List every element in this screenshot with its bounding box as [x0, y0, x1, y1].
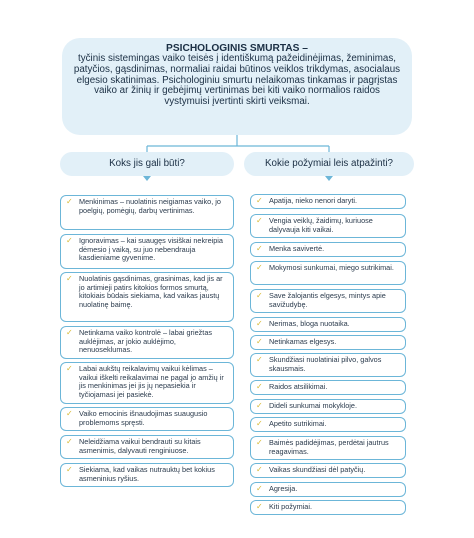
- sign-item: [250, 353, 406, 377]
- form-item-text: Labai aukštų reikalavimų vaikui kėlimas – vaikui iškelti reikalavimai ne pagal jo amžių ir jis menkinimas jei jis jų nepasiekia ir tyčiojamasi jei pasiekė.: [79, 364, 224, 399]
- check-icon: ✓: [66, 197, 73, 206]
- sign-item-text: Skundžiasi nuolatiniai pilvo, galvos skausmais.: [269, 355, 382, 373]
- check-icon: ✓: [66, 409, 73, 418]
- form-item-text: Nuolatinis gąsdinimas, grasinimas, kad jis ar jo artimieji patirs kitokios formos smurtą, kitokiais būdais siekiama, kad vaikas jaustų nuolatinę baimę.: [79, 274, 223, 309]
- sign-item: [250, 335, 406, 350]
- check-icon: ✓: [66, 364, 73, 373]
- sign-item-text: Vengia veiklų, žaidimų, kuriuose dalyvauja kiti vaikai.: [269, 216, 373, 234]
- check-icon: ✓: [66, 236, 73, 245]
- sign-item: [250, 380, 406, 395]
- sign-item-text: Agresija.: [269, 484, 298, 493]
- arrow-right-icon: [325, 176, 333, 181]
- sign-item-text: Netinkamas elgesys.: [269, 337, 337, 346]
- form-item-text: Neleidžiama vaikui bendrauti su kitais asmenimis, dalyvauti renginiuose.: [79, 437, 201, 455]
- sign-item-text: Kiti požymiai.: [269, 502, 312, 511]
- form-item: [60, 407, 234, 431]
- check-icon: ✓: [256, 216, 263, 225]
- form-item: [60, 272, 234, 322]
- form-item: [60, 234, 234, 269]
- form-item: [60, 326, 234, 359]
- check-icon: ✓: [256, 419, 263, 428]
- sign-item: [250, 261, 406, 285]
- sign-item: [250, 194, 406, 209]
- check-icon: ✓: [256, 337, 263, 346]
- sign-item: [250, 436, 406, 460]
- check-icon: ✓: [256, 355, 263, 364]
- check-icon: ✓: [256, 438, 263, 447]
- sign-item-text: Baimės padidėjimas, perdėtai jautrus reagavimas.: [269, 438, 389, 456]
- check-icon: ✓: [256, 196, 263, 205]
- left-column-header: Koks jis gali būti?: [60, 152, 234, 176]
- sign-item: [250, 399, 406, 414]
- check-icon: ✓: [256, 319, 263, 328]
- form-item-text: Ignoravimas – kai suaugęs visiškai nekreipia dėmesio į vaiką, su juo nebendrauja kasdieniame gyvenime.: [79, 236, 223, 263]
- sign-item-text: Mokymosi sunkumai, miego sutrikimai.: [269, 263, 394, 272]
- form-item: [60, 463, 234, 487]
- check-icon: ✓: [66, 274, 73, 283]
- sign-item-text: Apetito sutrikimai.: [269, 419, 327, 428]
- form-item: [60, 362, 234, 404]
- definition-box: [62, 38, 412, 135]
- form-item-text: Siekiama, kad vaikas nutrauktų bet kokius asmeninius ryšius.: [79, 465, 215, 483]
- sign-item-text: Vaikas skundžiasi dėl patyčių.: [269, 465, 366, 474]
- sign-item-text: Nerimas, bloga nuotaika.: [269, 319, 350, 328]
- sign-item: [250, 214, 406, 238]
- definition-text: tyčinis sistemingas vaiko teisės į identiškumą pažeidinėjimas, žeminimas, patyčios, gąsdinimas, normaliai raidai būtinos veiklos trikdymas, asocialaus elgesio skatinimas. Psichologiniu smurtu nelaikomas tinkamas ir pagrįstas vaiko ar žinių ir gebėjimų vertinimas bei kiti vaiko normalios raidos vystymuisi įvertinti skirti veiksmai.: [73, 53, 401, 108]
- sign-item: [250, 482, 406, 497]
- sign-item-text: Apatija, nieko nenori daryti.: [269, 196, 358, 205]
- check-icon: ✓: [66, 328, 73, 337]
- sign-item: [250, 242, 406, 257]
- sign-item: [250, 289, 406, 313]
- right-column-header: Kokie požymiai leis atpažinti?: [244, 152, 414, 176]
- check-icon: ✓: [256, 263, 263, 272]
- sign-item-text: Menka savivertė.: [269, 244, 325, 253]
- arrow-left-icon: [143, 176, 151, 181]
- sign-item-text: Dideli sunkumai mokykloje.: [269, 401, 358, 410]
- sign-item-text: Raidos atsilikimai.: [269, 382, 328, 391]
- form-item: [60, 435, 234, 459]
- check-icon: ✓: [256, 291, 263, 300]
- sign-item-text: Save žalojantis elgesys, mintys apie savižudybę.: [269, 291, 386, 309]
- check-icon: ✓: [256, 244, 263, 253]
- form-item-text: Menkinimas – nuolatinis neigiamas vaiko, jo poelgių, pomėgių, darbų vertinimas.: [79, 197, 221, 215]
- check-icon: ✓: [256, 401, 263, 410]
- definition-title: PSICHOLOGINIS SMURTAS –: [166, 43, 308, 54]
- sign-item: [250, 500, 406, 515]
- sign-item: [250, 317, 406, 332]
- sign-item: [250, 417, 406, 432]
- form-item-text: Vaiko emocinis išnaudojimas suaugusio problemoms spręsti.: [79, 409, 208, 427]
- check-icon: ✓: [256, 382, 263, 391]
- check-icon: ✓: [256, 484, 263, 493]
- check-icon: ✓: [256, 465, 263, 474]
- sign-item: [250, 463, 406, 478]
- check-icon: ✓: [66, 437, 73, 446]
- check-icon: ✓: [256, 502, 263, 511]
- form-item-text: Netinkama vaiko kontrolė – labai griežtas auklėjimas, ar jokio auklėjimo, nenuoseklumas.: [79, 328, 213, 355]
- check-icon: ✓: [66, 465, 73, 474]
- form-item: [60, 195, 234, 230]
